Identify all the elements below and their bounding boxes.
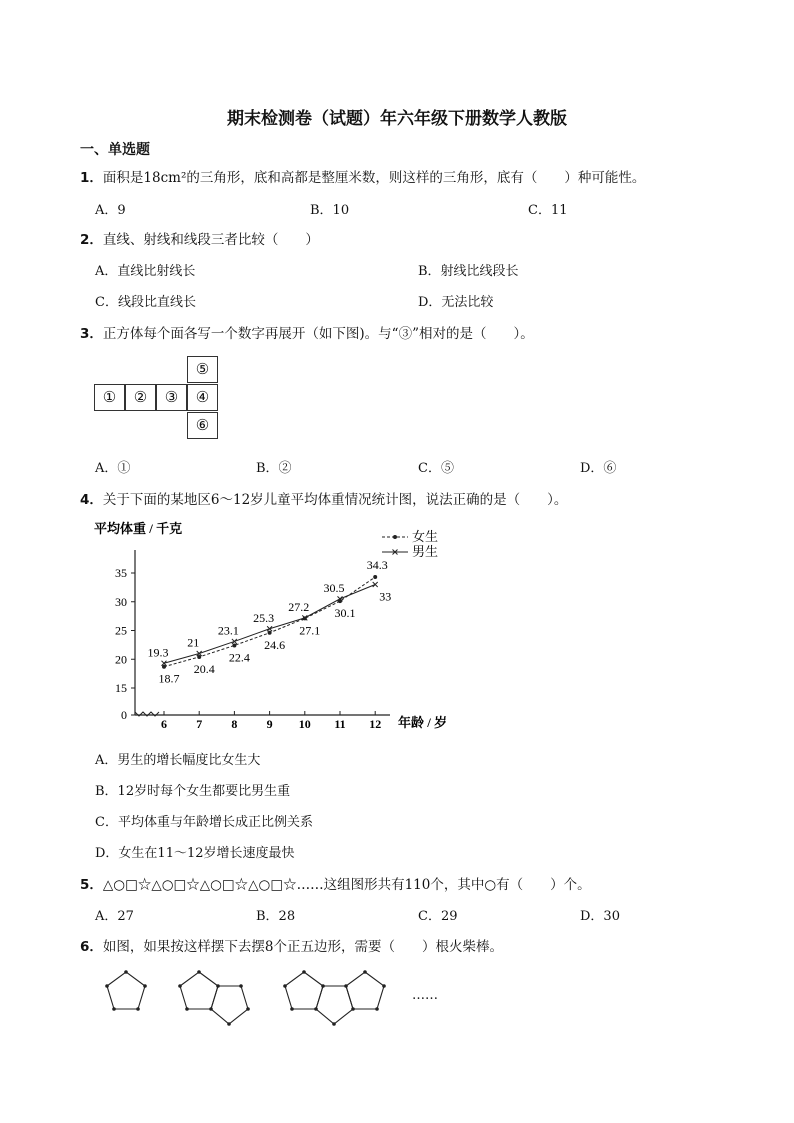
- net-face-5: ⑤: [187, 356, 218, 383]
- section-heading: 一、单选题: [80, 142, 150, 158]
- option-2a[interactable]: A．直线比射线长: [95, 264, 196, 279]
- pentagon-2b: [211, 986, 248, 1024]
- y-tick-label: 35: [115, 566, 127, 580]
- x-tick-label: 10: [298, 717, 311, 731]
- option-3b[interactable]: B．②: [256, 461, 292, 476]
- option-4d[interactable]: D．女生在11～12岁增长速度最快: [95, 846, 295, 861]
- x-tick-label: 9: [266, 717, 273, 731]
- option-5d[interactable]: D．30: [580, 909, 620, 924]
- data-label-boys: 25.3: [253, 610, 275, 625]
- option-4c[interactable]: C．平均体重与年龄增长成正比例关系: [95, 815, 313, 830]
- question-6: [80, 935, 503, 955]
- net-face-6: ⑥: [187, 412, 218, 439]
- data-label-girls: 22.4: [228, 650, 250, 665]
- question-text: △○□☆△○□☆△○□☆△○□☆……这组图形共有110个，其中○有（ ）个。: [102, 877, 591, 893]
- point-boys: [373, 582, 378, 587]
- option-1b[interactable]: B．10: [310, 203, 350, 218]
- y-tick-label: 30: [115, 594, 127, 609]
- data-label-girls: 18.7: [158, 671, 180, 686]
- option-3c[interactable]: C．⑤: [418, 461, 454, 476]
- point-girls: [232, 643, 236, 647]
- y-tick-label: 25: [115, 623, 127, 638]
- point-girls: [373, 575, 377, 579]
- option-2c[interactable]: C．线段比直线长: [95, 295, 196, 310]
- question-number: 6．: [80, 939, 103, 955]
- cube-net-figure: [94, 356, 218, 440]
- data-label-boys: 19.3: [147, 645, 169, 660]
- point-boys: [232, 639, 237, 644]
- option-5c[interactable]: C．29: [418, 909, 458, 924]
- net-face-2: ②: [125, 384, 156, 411]
- net-face-3: ③: [156, 384, 187, 411]
- data-label-girls: 34.3: [366, 558, 388, 573]
- y-axis-label: 平均体重 / 千克: [94, 521, 183, 536]
- option-5b[interactable]: B．28: [256, 909, 296, 924]
- x-tick-label: 7: [196, 717, 203, 731]
- question-text: 直线、射线和线段三者比较（ ）: [102, 232, 319, 248]
- data-label-boys: 30.5: [323, 580, 345, 595]
- question-1: [80, 166, 645, 186]
- legend-label-girls: 女生: [412, 529, 439, 544]
- y-tick-label: 20: [115, 652, 127, 667]
- question-text: 关于下面的某地区6～12岁儿童平均体重情况统计图，说法正确的是（ ）。: [102, 492, 568, 508]
- x-tick-label: 11: [334, 717, 346, 731]
- x-axis-label: 年龄 / 岁: [398, 715, 448, 730]
- page-title: 期末检测卷（试题）年六年级下册数学人教版: [227, 109, 567, 129]
- pattern-ellipsis: ……: [412, 988, 438, 1003]
- question-number: 4．: [80, 492, 103, 508]
- option-3a[interactable]: A．①: [95, 461, 131, 476]
- option-4b[interactable]: B．12岁时每个女生都要比男生重: [95, 784, 291, 799]
- data-label-girls: 30.1: [334, 606, 356, 621]
- pentagon-3c: [346, 972, 384, 1009]
- y-tick-label: 0: [121, 708, 127, 722]
- legend-label-boys: 男生: [412, 544, 439, 559]
- question-number: 3．: [80, 326, 103, 342]
- net-face-1: ①: [94, 384, 125, 411]
- question-text: 正方体每个面各写一个数字再展开（如下图)。与“③”相对的是（ ）。: [102, 326, 534, 342]
- option-1c[interactable]: C．11: [528, 203, 568, 218]
- point-girls: [268, 631, 272, 635]
- question-number: 5．: [80, 877, 103, 893]
- axis-break-mark: [135, 712, 159, 716]
- x-tick-label: 6: [161, 717, 167, 731]
- legend-marker-girls: [393, 535, 397, 539]
- data-label-boys: 21: [187, 635, 200, 650]
- option-2b[interactable]: B．射线比线段长: [418, 264, 519, 279]
- weight-line-chart: [90, 515, 470, 735]
- data-label-girls: 27.1: [299, 623, 321, 638]
- x-tick-label: 8: [231, 717, 238, 731]
- option-3d[interactable]: D．⑥: [580, 461, 617, 476]
- data-label-boys: 33: [379, 589, 392, 604]
- pentagon-pattern-figure: [95, 962, 415, 1027]
- question-4: [80, 488, 567, 508]
- pentagon-1: [107, 972, 145, 1009]
- point-boys: [267, 626, 272, 631]
- data-label-girls: 24.6: [264, 637, 286, 652]
- question-2: [80, 228, 319, 248]
- x-tick-label: 12: [369, 717, 382, 731]
- question-text: 面积是18cm²的三角形，底和高都是整厘米数，则这样的三角形，底有（ ）种可能性。: [102, 170, 646, 186]
- data-label-boys: 23.1: [217, 623, 239, 638]
- question-3: [80, 322, 534, 342]
- data-label-boys: 27.2: [288, 599, 310, 614]
- question-number: 2．: [80, 232, 103, 248]
- option-2d[interactable]: D．无法比较: [418, 295, 494, 310]
- net-face-4: ④: [187, 384, 218, 411]
- question-5: [80, 873, 591, 893]
- question-text: 如图，如果按这样摆下去摆8个正五边形，需要（ ）根火柴棒。: [102, 939, 503, 955]
- option-4a[interactable]: A．男生的增长幅度比女生大: [95, 753, 261, 768]
- option-5a[interactable]: A．27: [95, 909, 134, 924]
- question-number: 1．: [80, 170, 103, 186]
- data-label-girls: 20.4: [193, 661, 215, 676]
- y-tick-label: 15: [115, 681, 127, 695]
- option-1a[interactable]: A．9: [95, 203, 126, 218]
